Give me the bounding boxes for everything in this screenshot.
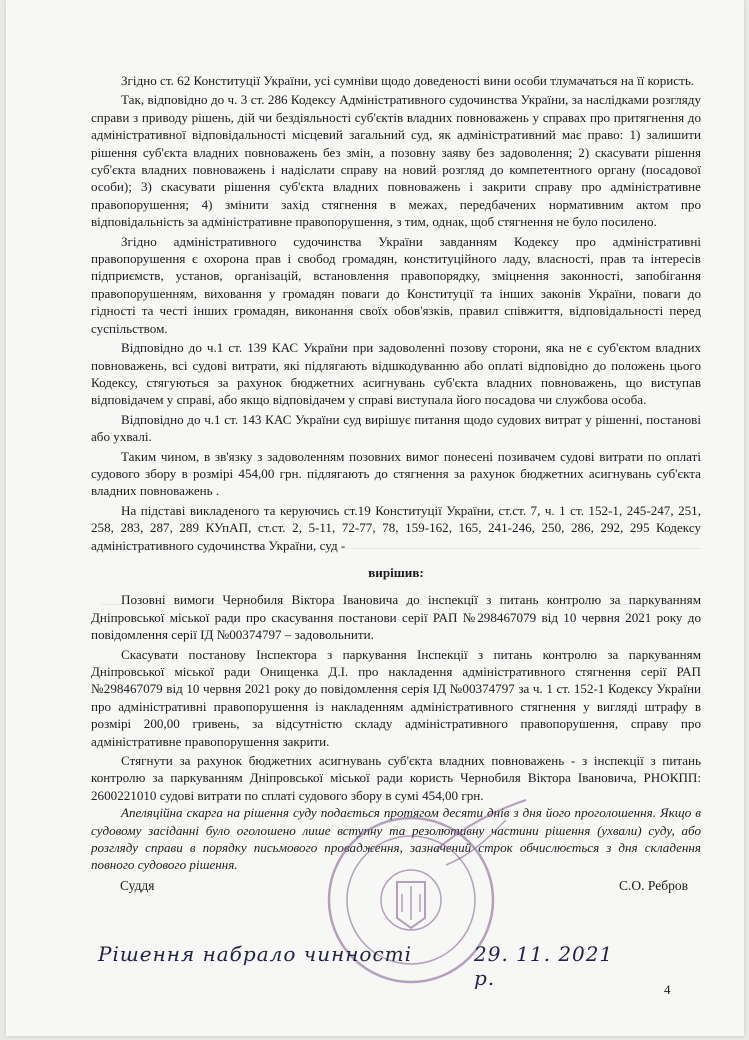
paragraph: Позовні вимоги Чернобиля Віктора Івановича до інспекції з питань контролю за паркуванням Дніпровської міської ради про скасування постанови серії РАП №298467079 від 10 червня 2021 року до повідомлення серії ІД №00374797 – задовольнити. (91, 592, 701, 643)
document-body (91, 72, 701, 874)
judge-name: С.О. Ребров (619, 878, 688, 893)
paragraph: Так, відповідно до ч. 3 ст. 286 Кодексу Адміністративного судочинства України, за наслідками розгляду справи з приводу рішень, дій чи бездіяльності суб'єктів владних повноважень у справах про притягнення до адміністративної відповідальності місцевий загальний суд, як адміністративний має право: 1) залишити рішення суб'єкта владних повноважень без змін, а позовну заяву без задоволення; 2) скасувати рішення суб'єкта владних повноважень і надіслати справу на новий розгляд до компетентного органу (посадової особи); 3) скасувати рішення суб'єкта владних повноважень і закрити справу про адміністративне правопорушення; 4) змінити захід стягнення в межах, передбачених нормативним актом про відповідальність за адміністративне правопорушення, з тим, однак, щоб стягнення не було посилено. (91, 92, 701, 230)
paragraph: Таким чином, в зв'язку з задоволенням позовних вимог понесені позивачем судові витрати по оплаті судового збору в розмірі 454,00 грн. підлягають до стягнення за рахунок бюджетних асигнувань суб'єкта владних повноважень . (91, 448, 701, 499)
paragraph: Відповідно до ч.1 ст. 143 КАС України суд вирішує питання щодо судових витрат у рішенні, постанові або ухвалі. (91, 411, 701, 445)
document-page (6, 0, 744, 1036)
paragraph: Скасувати постанову Інспектора з паркування Інспекції з питань контролю за паркуванням Дніпровської міської ради Онищенка Д.І. про накладення адміністративного стягнення серії РАП №298467079 від 10 червня 2021 року до повідомлення серія ІД №00374797 за ч. 1 ст. 152-1 Кодексу України про адміністративні правопорушення із накладенням адміністративного стягнення у вигляді штрафу в розмірі 200,00 гривень, за відсутністю складу адміністративного правопорушення, справу про адміністративне правопорушення закрити. (91, 646, 701, 749)
paragraph: Згідно адміністративного судочинства України завданням Кодексу про адміністративні правопорушення є охорона прав і свобод громадян, конституційного ладу, власності, прав та інтересів підприємств, установ, організацій, встановлення правопорядку, зміцнення законності, запобігання правопорушенням, виховання у громадян поваги до Конституції та інших законів України, поваги до гідності та честі інших громадян, виконання своїх обов'язків, правил співжиття, відповідальності перед суспільством. (91, 233, 701, 336)
paragraph: Стягнути за рахунок бюджетних асигнувань суб'єкта владних повноважень - з інспекції з питань контролю за паркуванням Дніпровської міської ради користь Чернобиля Віктора Івановича, РНОКПП: 2600221010 судові витрати по сплаті судового збору в сумі 454,00 грн. (91, 753, 701, 803)
appeal-notice: Апеляційна скарга на рішення суду подається протягом десяти днів з дня його проголошення. Якщо в судовому засіданні було оголошено лише вступну та резолютивну частини рішення (ухвали) суду, або розгляду справи в порядку письмового провадження, зазначений строк обчислюється з дня складення повного судового рішення. (91, 805, 701, 873)
paragraph: На підставі викладеного та керуючись ст.19 Конституції України, ст.ст. 7, ч. 1 ст. 152-1, 245-247, 251, 258, 283, 287, 289 КУпАП, ст.ст. 2, 5-11, 72-77, 78, 159-162, 165, 241-246, 250, 286, 292, 295 Кодексу адміністративного судочинства України, суд - (91, 502, 701, 553)
page-number: 4 (664, 982, 671, 997)
handwritten-text: Рішення набрало чинності (98, 942, 413, 966)
handwritten-date: 29. 11. 2021 р. (474, 942, 614, 990)
paragraph: Відповідно до ч.1 ст. 139 КАС України при задоволенні позову сторони, яка не є суб'єктом владних повноважень, всі судові витрати, які підлягають відшкодуванню або оплаті відповідно до положень цього Кодексу, стягуються за рахунок бюджетних асигнувань суб'єкта владних повноважень, що виступав відповідачем у справі, або якщо відповідачем у справі виступала його посадова чи службова особа. (91, 340, 701, 408)
decision-heading: вирішив: (368, 564, 424, 580)
judge-label: Суддя (120, 878, 155, 893)
handwritten-note (98, 938, 638, 990)
paragraph: Згідно ст. 62 Конституції України, усі сумніви щодо доведеності вини особи тлумачаться на її користь. (121, 73, 695, 88)
